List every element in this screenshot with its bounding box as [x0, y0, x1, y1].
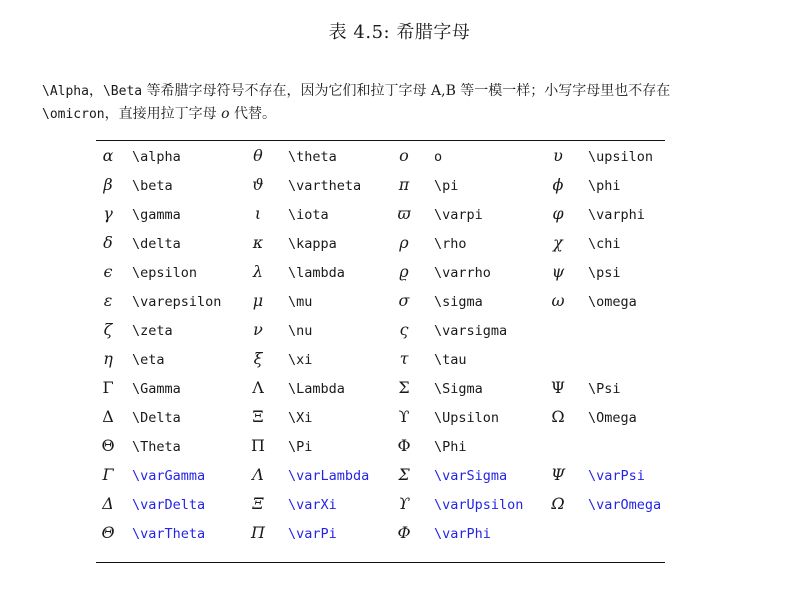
greek-symbol: o	[399, 146, 409, 165]
latex-command: \varSigma	[434, 468, 508, 484]
table-row	[96, 374, 665, 403]
latex-command: \Lambda	[288, 381, 345, 397]
latex-command: \sigma	[434, 294, 483, 310]
table-row	[96, 316, 665, 345]
table-caption	[0, 18, 799, 44]
greek-symbol: Θ	[101, 436, 115, 455]
latex-command: \Sigma	[434, 381, 483, 397]
latex-command: \Phi	[434, 439, 467, 455]
latex-command: \varGamma	[132, 468, 206, 484]
beta-command: \Beta	[102, 84, 143, 99]
table-row	[96, 200, 665, 229]
greek-symbol: Σ	[398, 465, 410, 484]
intro-paragraph	[42, 80, 772, 126]
greek-symbol: Π	[251, 436, 265, 455]
greek-symbol: η	[103, 349, 113, 368]
latex-command: \varrho	[434, 265, 491, 281]
greek-symbol: λ	[252, 262, 264, 281]
greek-symbol: τ	[399, 349, 409, 368]
latex-command: \chi	[588, 236, 621, 252]
latex-command: \Psi	[588, 381, 621, 397]
table-row	[96, 258, 665, 287]
greek-symbol: π	[398, 175, 410, 194]
greek-symbol: ω	[551, 291, 565, 310]
greek-symbol: ξ	[253, 349, 263, 368]
lowercase-group	[96, 142, 665, 374]
latex-command: \varepsilon	[132, 294, 222, 310]
latex-command: \varOmega	[588, 497, 662, 513]
greek-symbol: υ	[553, 146, 563, 165]
greek-symbol: Ξ	[252, 494, 264, 513]
latex-command: \varDelta	[132, 497, 206, 513]
greek-symbol: Ψ	[550, 465, 566, 484]
latex-command: \gamma	[132, 207, 181, 223]
greek-symbol: ψ	[551, 262, 565, 281]
latex-command: \varsigma	[434, 323, 508, 339]
greek-symbol: ν	[253, 320, 263, 339]
table-row	[96, 490, 665, 519]
latex-command: \kappa	[288, 236, 337, 252]
intro-separator: ，	[88, 83, 103, 99]
greek-symbol: ϒ	[398, 494, 410, 513]
latex-command: \Upsilon	[434, 410, 500, 426]
latex-command: \phi	[588, 178, 621, 194]
latex-command: \rho	[434, 236, 467, 252]
latex-command: \varUpsilon	[434, 497, 524, 513]
latex-command: \varPi	[288, 526, 337, 542]
latex-command: \Theta	[132, 439, 181, 455]
caption-title: 希腊字母	[396, 22, 471, 43]
greek-symbol: ϖ	[397, 204, 411, 223]
greek-symbol: Ψ	[550, 378, 566, 397]
greek-symbol: φ	[552, 204, 564, 223]
latex-command: \Omega	[588, 410, 637, 426]
greek-symbol: ε	[103, 291, 113, 310]
intro-text-1: 等希腊字母符号不存在，因为它们和拉丁字母 A,B 等一模一样；小写字母里也不存在	[142, 83, 671, 99]
latex-command: \pi	[434, 178, 459, 194]
greek-symbol: θ	[253, 146, 263, 165]
latex-command: \xi	[288, 352, 313, 368]
latex-command: \varTheta	[132, 526, 206, 542]
greek-symbol: Γ	[102, 465, 114, 484]
latex-command: \varLambda	[288, 468, 370, 484]
greek-symbol: μ	[252, 291, 264, 310]
greek-symbol: ς	[399, 320, 409, 339]
latex-command: \delta	[132, 236, 181, 252]
greek-symbol: ζ	[103, 320, 113, 339]
greek-symbol: σ	[398, 291, 410, 310]
table-row	[96, 432, 665, 461]
greek-symbol: Ξ	[252, 407, 264, 426]
greek-symbol: Γ	[102, 378, 114, 397]
greek-symbol: Ω	[551, 494, 565, 513]
greek-symbol: Δ	[102, 494, 114, 513]
table-top-rule	[96, 140, 665, 141]
latex-command: \psi	[588, 265, 621, 281]
greek-symbol: ϑ	[252, 175, 264, 194]
table-bottom-rule	[96, 562, 665, 563]
latex-command: \iota	[288, 207, 329, 223]
latex-command: \varPsi	[588, 468, 645, 484]
greek-symbol: Λ	[252, 378, 264, 397]
table-row	[96, 171, 665, 200]
latex-command: o	[434, 149, 443, 165]
latex-command: \Delta	[132, 410, 181, 426]
greek-symbol: α	[102, 146, 114, 165]
greek-symbol: δ	[103, 233, 113, 252]
latex-command: \Pi	[288, 439, 313, 455]
latex-command: \omega	[588, 294, 637, 310]
latex-command: \lambda	[288, 265, 345, 281]
greek-symbol: β	[103, 175, 113, 194]
greek-symbol: Θ	[101, 523, 115, 542]
greek-symbol: ϵ	[103, 262, 113, 281]
latex-command: \tau	[434, 352, 467, 368]
greek-symbol: Δ	[102, 407, 114, 426]
greek-symbol: Φ	[397, 436, 411, 455]
greek-symbol: χ	[553, 233, 563, 252]
greek-symbol: ϱ	[399, 262, 409, 281]
latex-command: \mu	[288, 294, 313, 310]
greek-symbol: ρ	[399, 233, 409, 252]
greek-symbol: Φ	[397, 523, 411, 542]
alpha-command: \Alpha	[42, 84, 89, 99]
table-row	[96, 519, 665, 548]
caption-label: 表 4.5:	[328, 22, 391, 43]
omicron-command: \omicron	[42, 107, 105, 122]
greek-symbol: ϒ	[398, 407, 410, 426]
latex-command: \varPhi	[434, 526, 491, 542]
table-row	[96, 229, 665, 258]
greek-symbol: Λ	[252, 465, 264, 484]
uppercase-group	[96, 374, 665, 461]
intro-text-2: ，直接用拉丁字母	[104, 106, 222, 122]
table-row	[96, 287, 665, 316]
latex-command: \theta	[288, 149, 337, 165]
latex-command: \Xi	[288, 410, 313, 426]
latin-o-variable: o	[221, 106, 230, 122]
latex-command: \eta	[132, 352, 165, 368]
latex-command: \nu	[288, 323, 313, 339]
table-row	[96, 403, 665, 432]
table-row	[96, 461, 665, 490]
greek-symbol: κ	[252, 233, 264, 252]
greek-symbol: ϕ	[552, 175, 564, 194]
greek-letters-table	[96, 142, 665, 548]
latex-command: \varXi	[288, 497, 337, 513]
greek-symbol: γ	[103, 204, 113, 223]
greek-symbol: Π	[251, 523, 265, 542]
latex-command: \upsilon	[588, 149, 654, 165]
table-row	[96, 142, 665, 171]
table-row	[96, 345, 665, 374]
greek-symbol: Ω	[551, 407, 565, 426]
greek-symbol: ι	[254, 204, 262, 223]
latex-command: \Gamma	[132, 381, 181, 397]
latex-command: \beta	[132, 178, 173, 194]
latex-command: \varpi	[434, 207, 483, 223]
latex-command: \epsilon	[132, 265, 198, 281]
latex-command: \zeta	[132, 323, 173, 339]
var-uppercase-group	[96, 461, 665, 548]
latex-command: \alpha	[132, 149, 181, 165]
greek-symbol: Σ	[398, 378, 410, 397]
intro-text-3: 代替。	[229, 106, 276, 122]
latex-command: \vartheta	[288, 178, 362, 194]
latex-command: \varphi	[588, 207, 645, 223]
